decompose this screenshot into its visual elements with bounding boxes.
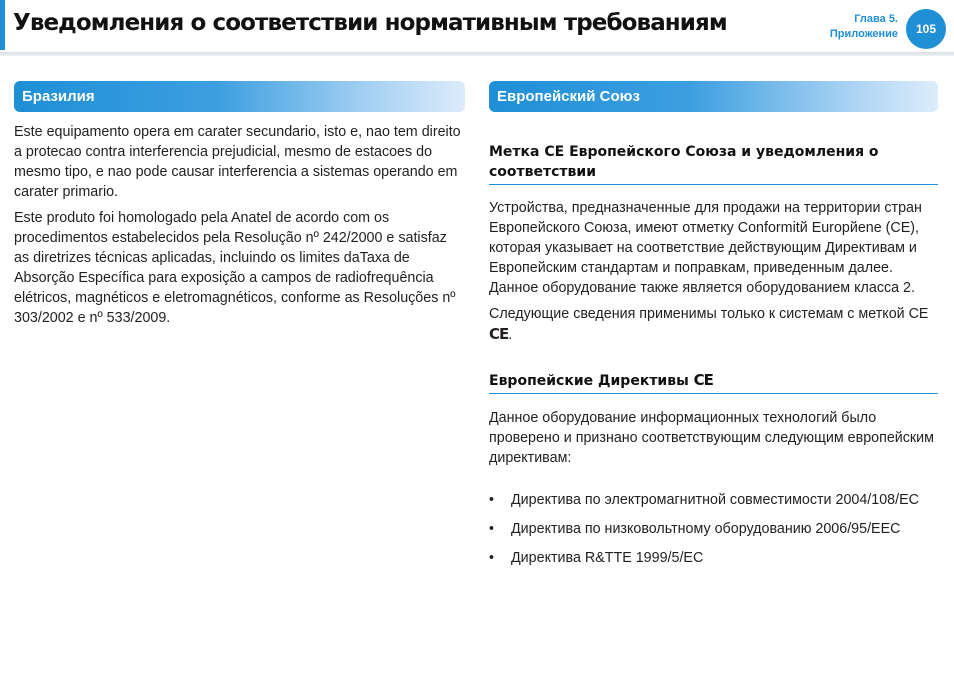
subheading-eu-directives-text: Европейские Директивы (489, 373, 689, 389)
chapter-number: Глава 5. (854, 13, 898, 25)
section-heading-brazil: Бразилия (14, 81, 465, 112)
subheading-ce-mark: Метка CE Европейского Союза и уведомления о соответствии (489, 142, 938, 185)
brazil-paragraph-1: Este equipamento opera em carater secundario, isto e, nao tem direito a protecao contra interferencia prejudicial, mesmo de estacoes do mesmo tipo, e nao pode causar interferencia a sistemas operando em carater primario. (14, 124, 461, 200)
brazil-paragraph-2: Este produto foi homologado pela Anatel de acordo com os procedimentos estabelecidos pela Resolução nº 242/2000 e satisfaz as diretrizes técnicas aplicadas, incluindo os limites daTaxa de Absorção Específica para exposição a campos de radiofrequência elétricos, magnéticos e eletromagnéticos, conforme as Resoluções nº 303/2002 e nº 533/2009. (14, 210, 456, 326)
chapter-name: Приложение (829, 28, 898, 40)
header-accent-bar (0, 0, 5, 50)
header-divider (0, 52, 954, 56)
chapter-label (830, 12, 898, 42)
subheading-eu-directives (489, 370, 938, 394)
page-title: Уведомления о соответствии нормативным требованиям (13, 10, 727, 36)
section-heading-eu: Европейский Союз (489, 81, 938, 112)
list-item: • Директива по низковольтному оборудованию 2006/95/EEC (489, 519, 938, 539)
ce-mark-icon: CE (693, 371, 713, 389)
list-item: • Директива R&TTE 1999/5/EC (489, 548, 938, 568)
eu-paragraph-3: Данное оборудование информационных технологий было проверено и признано соответствующим следующим европейским директивам: (489, 410, 934, 466)
eu-paragraph-1: Устройства, предназначенные для продажи на территории стран Европейского Союза, имеют отметку Conformitй Europйene (CE), которая указывает на соответствие действующим Директивам и Европейским стандартам и поправкам, приведенным далее. Данное оборудование также является оборудованием класса 2. (489, 200, 922, 296)
eu-paragraph-2 (489, 304, 938, 345)
left-column (14, 81, 465, 328)
right-column (489, 81, 938, 577)
eu-paragraph-2-text: Следующие сведения применимы только к системам с меткой CE (489, 306, 929, 322)
list-item: • Директива по электромагнитной совместимости 2004/108/EC (489, 490, 938, 510)
directives-list (489, 490, 938, 568)
page-number-badge: 105 (906, 9, 946, 49)
ce-mark-icon: CE (489, 325, 509, 343)
eu-paragraph-2-end: . (508, 327, 513, 343)
